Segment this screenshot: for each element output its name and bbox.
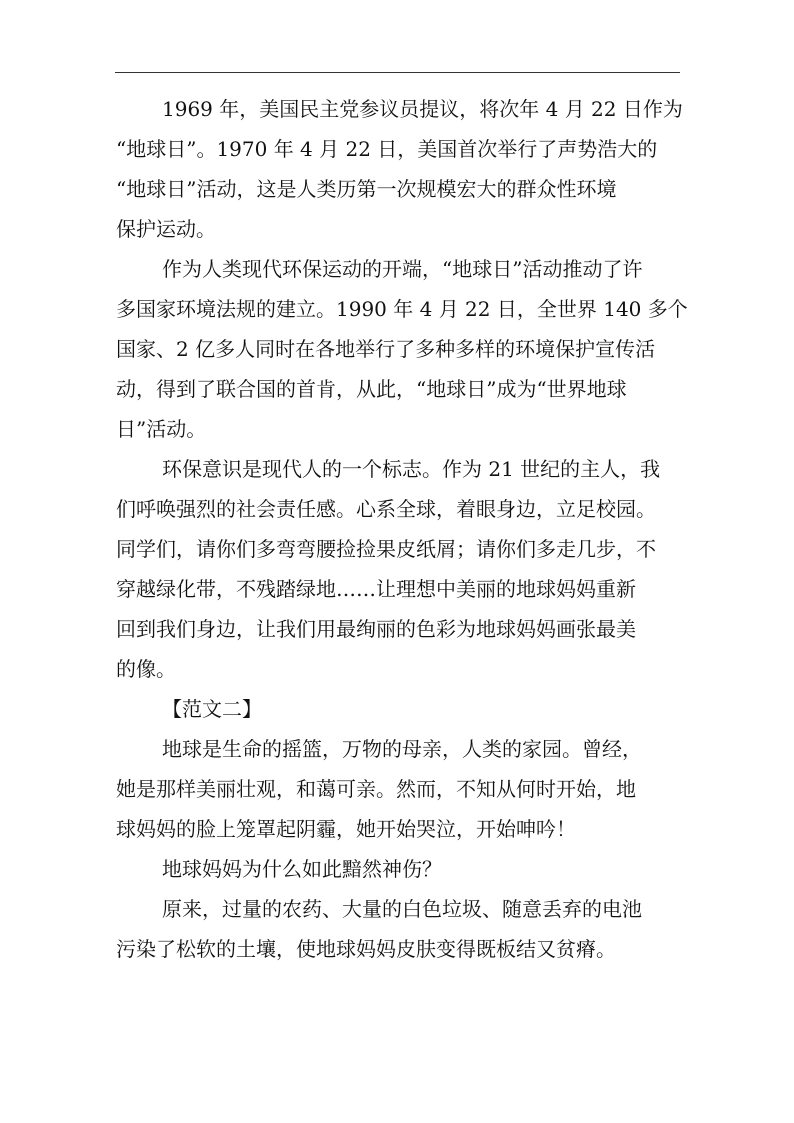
- text-line: 保护运动。: [116, 217, 216, 241]
- paragraph-world-earth-day: [116, 249, 686, 449]
- text-line: 多国家环境法规的建立。1990 年 4 月 22 日，全世界 140 多个: [116, 297, 688, 321]
- text-line: 日”活动。: [116, 417, 207, 441]
- section-heading-sample-two: [116, 689, 686, 729]
- paragraph-question: [116, 849, 686, 889]
- header-rule: [115, 72, 680, 73]
- document-body: [116, 89, 686, 969]
- text-line: 回到我们身边，让我们用最绚丽的色彩为地球妈妈画张最美: [116, 617, 636, 641]
- text-line: 污染了松软的土壤，使地球妈妈皮肤变得既板结又贫瘠。: [116, 937, 616, 961]
- text-line: 国家、2 亿多人同时在各地举行了多种多样的环境保护宣传活: [116, 337, 656, 361]
- paragraph-earth-cradle: [116, 729, 686, 849]
- text-line: 同学们，请你们多弯弯腰捡捡果皮纸屑；请你们多走几步，不: [116, 537, 656, 561]
- text-line: 环保意识是现代人的一个标志。作为 21 世纪的主人，我: [162, 457, 661, 481]
- text-line: “地球日”活动，这是人类历第一次规模宏大的群众性环境: [116, 177, 617, 201]
- text-line: 穿越绿化带，不残踏绿地……让理想中美丽的地球妈妈重新: [116, 577, 636, 601]
- text-line: 她是那样美丽壮观，和蔼可亲。然而，不知从何时开始，地: [116, 777, 636, 801]
- text-line: 原来，过量的农药、大量的白色垃圾、随意丢弃的电池: [162, 897, 642, 921]
- text-line: 作为人类现代环保运动的开端，“地球日”活动推动了许: [162, 257, 643, 281]
- text-line: 动，得到了联合国的首肯，从此，“地球日”成为“世界地球: [116, 377, 627, 401]
- text-line: 的像。: [116, 657, 176, 681]
- text-line: 地球是生命的摇篮，万物的母亲，人类的家园。曾经，: [162, 737, 642, 761]
- paragraph-pollution: [116, 889, 686, 969]
- paragraph-earth-day-origin: [116, 89, 686, 249]
- text-line: 们呼唤强烈的社会责任感。心系全球，着眼身边，立足校园。: [116, 497, 656, 521]
- section-heading: 【范文二】: [162, 697, 262, 721]
- text-line: 地球妈妈为什么如此黯然神伤？: [162, 857, 442, 881]
- text-line: 球妈妈的脸上笼罩起阴霾，她开始哭泣，开始呻吟！: [116, 817, 576, 841]
- text-line: 1969 年，美国民主党参议员提议，将次年 4 月 22 日作为: [162, 97, 683, 121]
- text-line: “地球日”。1970 年 4 月 22 日，美国首次举行了声势浩大的: [116, 137, 658, 161]
- paragraph-environmental-awareness: [116, 449, 686, 689]
